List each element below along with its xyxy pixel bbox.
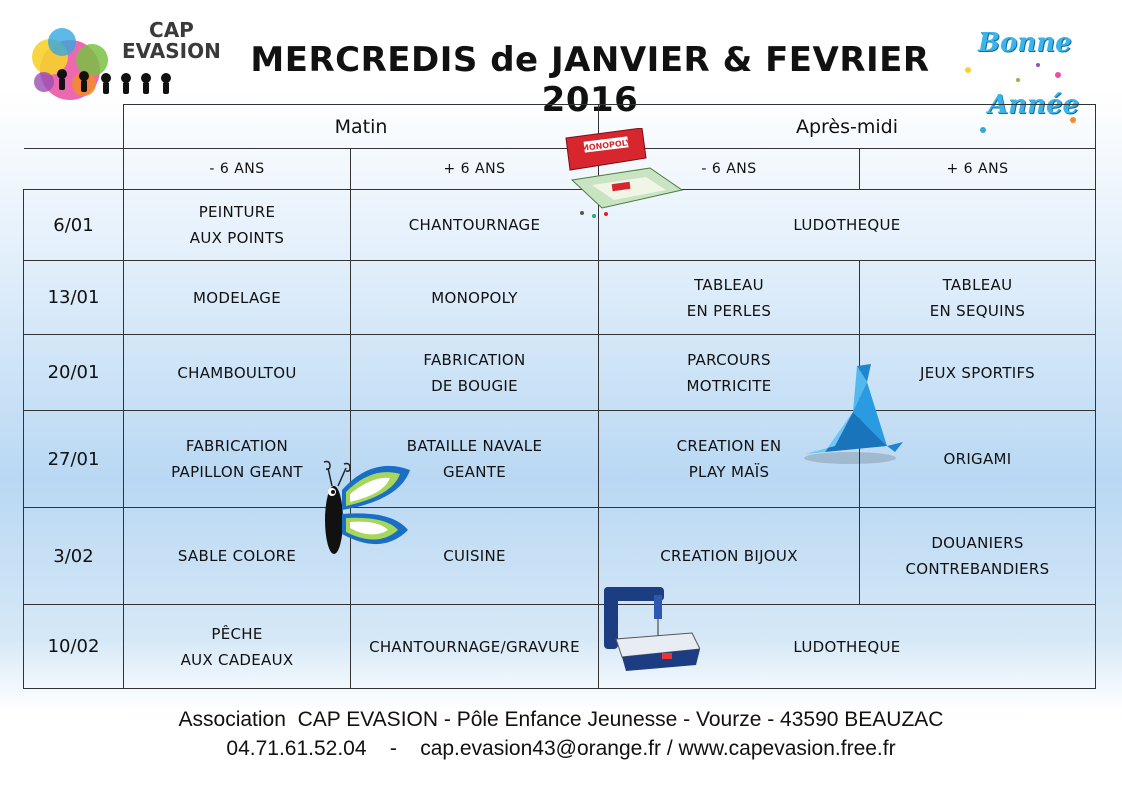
age-group-header: + 6 ANS [860, 149, 1096, 190]
period-afternoon: Après-midi [599, 105, 1096, 149]
period-header-row [24, 105, 1096, 149]
schedule-row [24, 605, 1096, 689]
schedule-row [24, 261, 1096, 335]
monopoly-box-label: MONOPOLY [580, 137, 632, 154]
date-cell: 10/02 [24, 605, 124, 689]
activity-line: PÊCHE [211, 624, 263, 643]
footer-address: Association CAP EVASION - Pôle Enfance Jeunesse - Vourze - 43590 BEAUZAC [178, 708, 944, 731]
age-header-row [24, 149, 1096, 190]
greeting-line2: Année [988, 90, 1080, 120]
activity-cell [124, 335, 351, 411]
activity-line: BATAILLE NAVALE [406, 437, 543, 455]
logo-text-line1: CAP [149, 18, 194, 42]
activity-cell [124, 605, 351, 689]
activity-cell [599, 261, 860, 335]
date-cell: 27/01 [24, 411, 124, 508]
activity-line: DE BOUGIE [431, 376, 518, 395]
activity-line: FABRICATION [185, 437, 289, 455]
activity-line: EN SEQUINS [929, 301, 1026, 320]
activity-cell [860, 261, 1096, 335]
activity-cell [124, 190, 351, 261]
activity-line: ORIGAMI [943, 450, 1012, 468]
activity-line: MODELAGE [193, 288, 281, 307]
butterfly-icon [312, 460, 418, 556]
activity-line: CHANTOURNAGE [408, 216, 541, 234]
activity-line: AUX CADEAUX [180, 650, 294, 669]
activity-line: CREATION BIJOUX [660, 547, 798, 565]
activity-line: CREATION EN [676, 437, 782, 455]
activity-cell [860, 508, 1096, 605]
scroll-saw-icon [596, 583, 700, 673]
date-cell: 6/01 [24, 190, 124, 261]
activity-line: EN PERLES [686, 301, 772, 320]
activity-line: AUX POINTS [189, 229, 285, 247]
activity-cell [124, 261, 351, 335]
activity-line: DOUANIERS [931, 534, 1024, 552]
age-group-header: - 6 ANS [599, 149, 860, 190]
activity-line: TABLEAU [942, 275, 1013, 294]
activity-line: CUISINE [443, 547, 506, 565]
activity-line: TABLEAU [694, 275, 764, 294]
activity-line: MONOPOLY [431, 288, 518, 307]
corner-blank [24, 105, 124, 149]
page-title: MERCREDIS de JANVIER & FEVRIER 2016 [250, 40, 930, 120]
activity-cell [351, 261, 599, 335]
cap-evasion-logo [22, 12, 221, 100]
period-morning: Matin [124, 105, 599, 149]
activity-line: LUDOTHEQUE [793, 637, 901, 656]
activity-cell [351, 335, 599, 411]
activity-line: SABLE COLORE [177, 547, 297, 565]
age-group-header: - 6 ANS [124, 149, 351, 190]
activity-line: GEANTE [442, 463, 507, 481]
schedule-table [23, 104, 1096, 689]
activity-line: PARCOURS [687, 350, 771, 369]
logo-text-line2: EVASION [122, 39, 221, 63]
activity-line: CONTREBANDIERS [905, 560, 1050, 578]
schedule-row [24, 190, 1096, 261]
activity-line: PAPILLON GEANT [171, 463, 303, 481]
activity-line: PEINTURE [198, 203, 276, 221]
greeting-line1: Bonne [978, 28, 1072, 58]
schedule-row [24, 335, 1096, 411]
activity-line: JEUX SPORTIFS [919, 363, 1035, 382]
date-cell: 13/01 [24, 261, 124, 335]
monopoly-box-icon [562, 128, 687, 223]
corner-blank [24, 149, 124, 190]
activity-line: FABRICATION [423, 350, 526, 369]
activity-line: MOTRICITE [686, 376, 772, 395]
activity-line: LUDOTHEQUE [793, 216, 901, 234]
activity-line: CHAMBOULTOU [177, 363, 297, 382]
date-cell: 20/01 [24, 335, 124, 411]
activity-cell [351, 605, 599, 689]
activity-line: CHANTOURNAGE/GRAVURE [369, 637, 580, 656]
origami-bird-icon [795, 362, 905, 468]
schedule-row [24, 411, 1096, 508]
schedule-row [24, 508, 1096, 605]
footer-contact: 04.71.61.52.04 - cap.evasion43@orange.fr / www.capevasion.free.fr [226, 737, 896, 760]
age-group-header: + 6 ANS [351, 149, 599, 190]
date-cell: 3/02 [24, 508, 124, 605]
activity-line: PLAY MAÏS [688, 463, 770, 481]
